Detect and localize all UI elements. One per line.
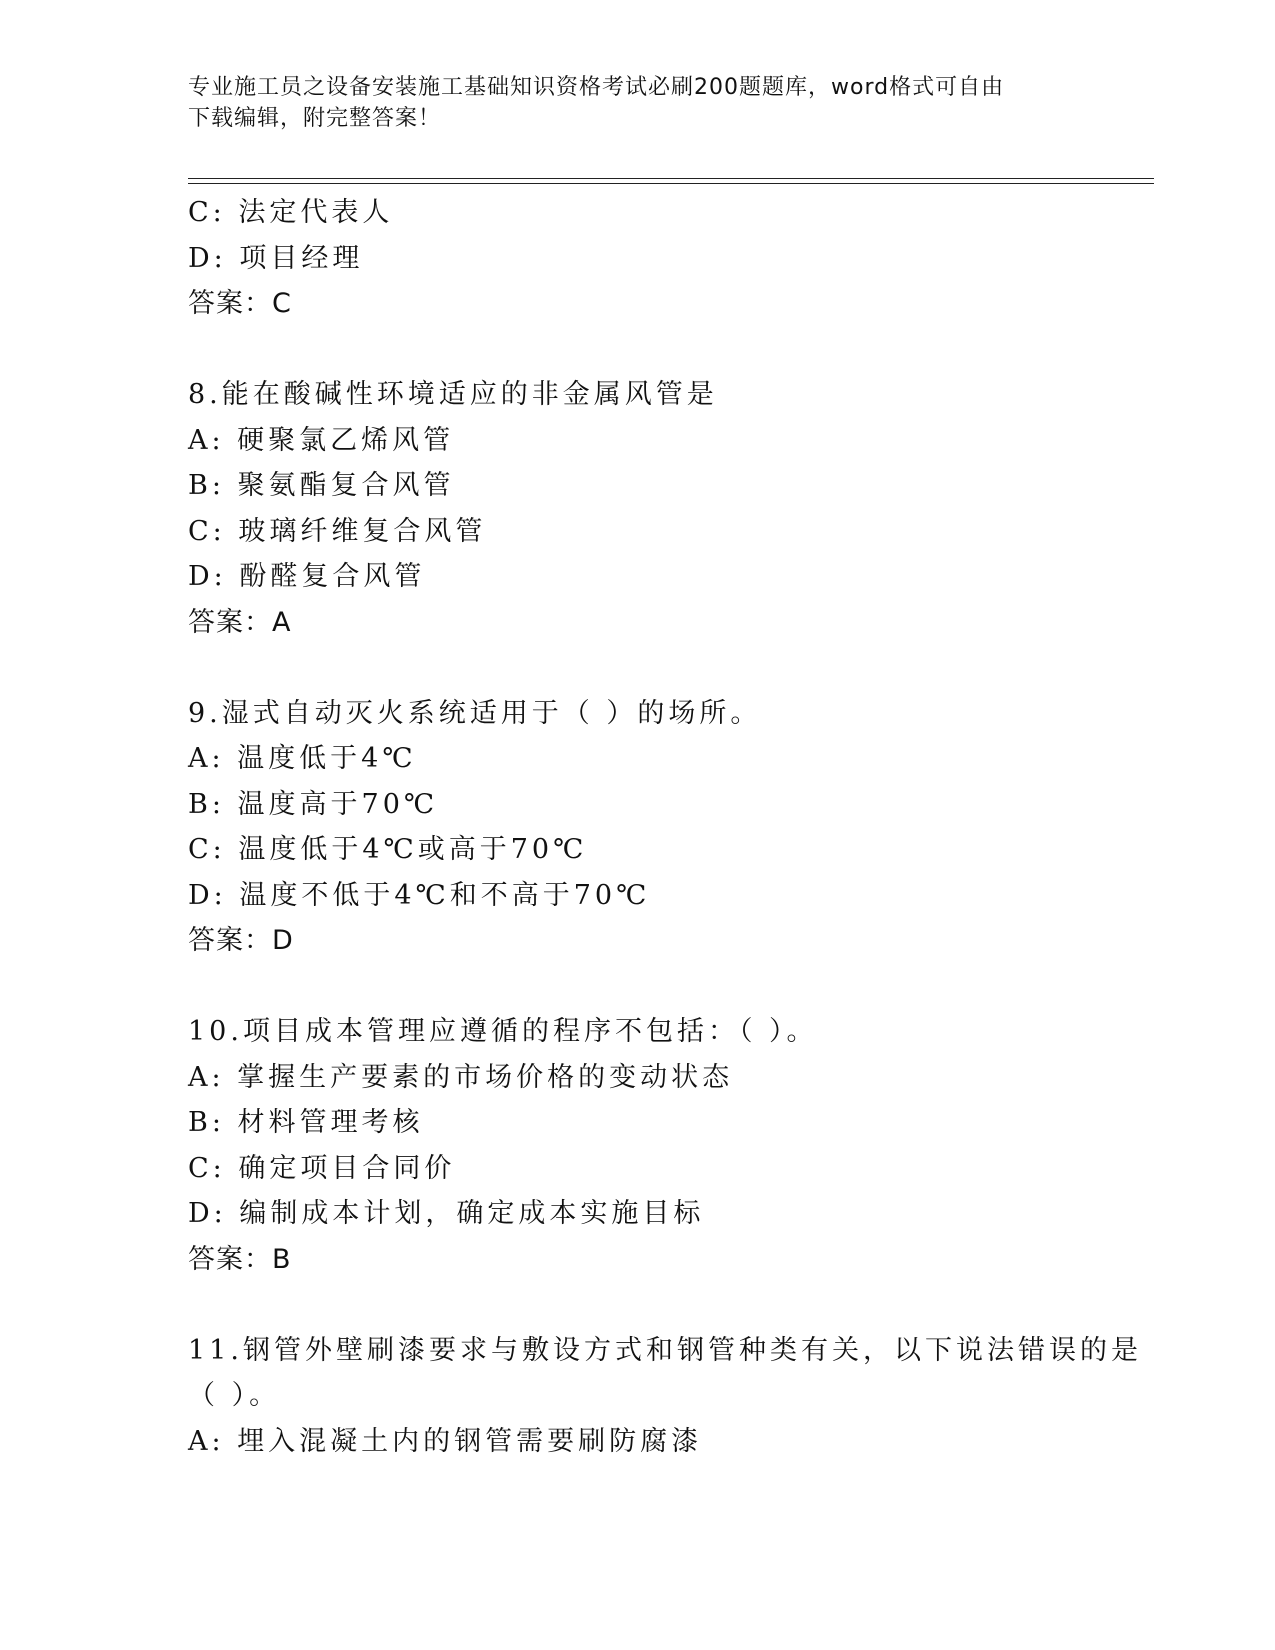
option-line: C: 确定项目合同价 (188, 1152, 456, 1184)
question-text: （ ）。 (188, 1380, 281, 1411)
question-list (188, 190, 1142, 1464)
option-line: D: 酚醛复合风管 (188, 561, 426, 592)
answer-line: 答案：B (188, 1243, 292, 1275)
header-title-line-2: 下载编辑，附完整答案！ (188, 106, 442, 131)
option-line: D: 温度不低于4℃和不高于70℃ (188, 879, 651, 911)
option-line: C: 温度低于4℃或高于70℃ (188, 834, 588, 865)
question-text: 10.项目成本管理应遵循的程序不包括：（ ）。 (188, 1016, 818, 1047)
paragraph-gap (188, 645, 1088, 691)
option-line: C: 玻璃纤维复合风管 (188, 515, 487, 547)
option-line: A: 硬聚氯乙烯风管 (188, 424, 455, 456)
option-line: A: 埋入混凝土内的钢管需要刷防腐漆 (188, 1425, 703, 1457)
option-line: B: 温度高于70℃ (188, 788, 439, 820)
question-text: 9.湿式自动灭火系统适用于（ ）的场所。 (188, 697, 762, 729)
paragraph-gap (188, 1282, 1088, 1328)
option-line: C: 法定代表人 (188, 197, 394, 228)
option-line: A: 温度低于4℃ (188, 743, 417, 774)
paragraph-gap (188, 964, 1088, 1010)
answer-line: 答案：A (188, 606, 292, 638)
paragraph-gap (188, 327, 1088, 373)
answer-line: 答案：D (188, 925, 294, 956)
option-line: B: 聚氨酯复合风管 (188, 470, 455, 501)
option-line: D: 项目经理 (188, 242, 364, 274)
question-text: 8.能在酸碱性环境适应的非金属风管是 (188, 379, 718, 410)
header-title-line-1: 专业施工员之设备安装施工基础知识资格考试必刷200题题库，word格式可自由 (188, 75, 1005, 100)
header-divider-top (188, 178, 1154, 179)
answer-line: 答案：C (188, 288, 292, 319)
option-line: A: 掌握生产要素的市场价格的变动状态 (188, 1061, 734, 1093)
question-text: 11.钢管外壁刷漆要求与敷设方式和钢管种类有关，以下说法错误的是 (188, 1334, 1142, 1366)
header-divider-bottom (188, 183, 1154, 184)
option-line: D: 编制成本计划，确定成本实施目标 (188, 1198, 705, 1229)
option-line: B: 材料管理考核 (188, 1107, 424, 1138)
document-header (188, 72, 1068, 134)
